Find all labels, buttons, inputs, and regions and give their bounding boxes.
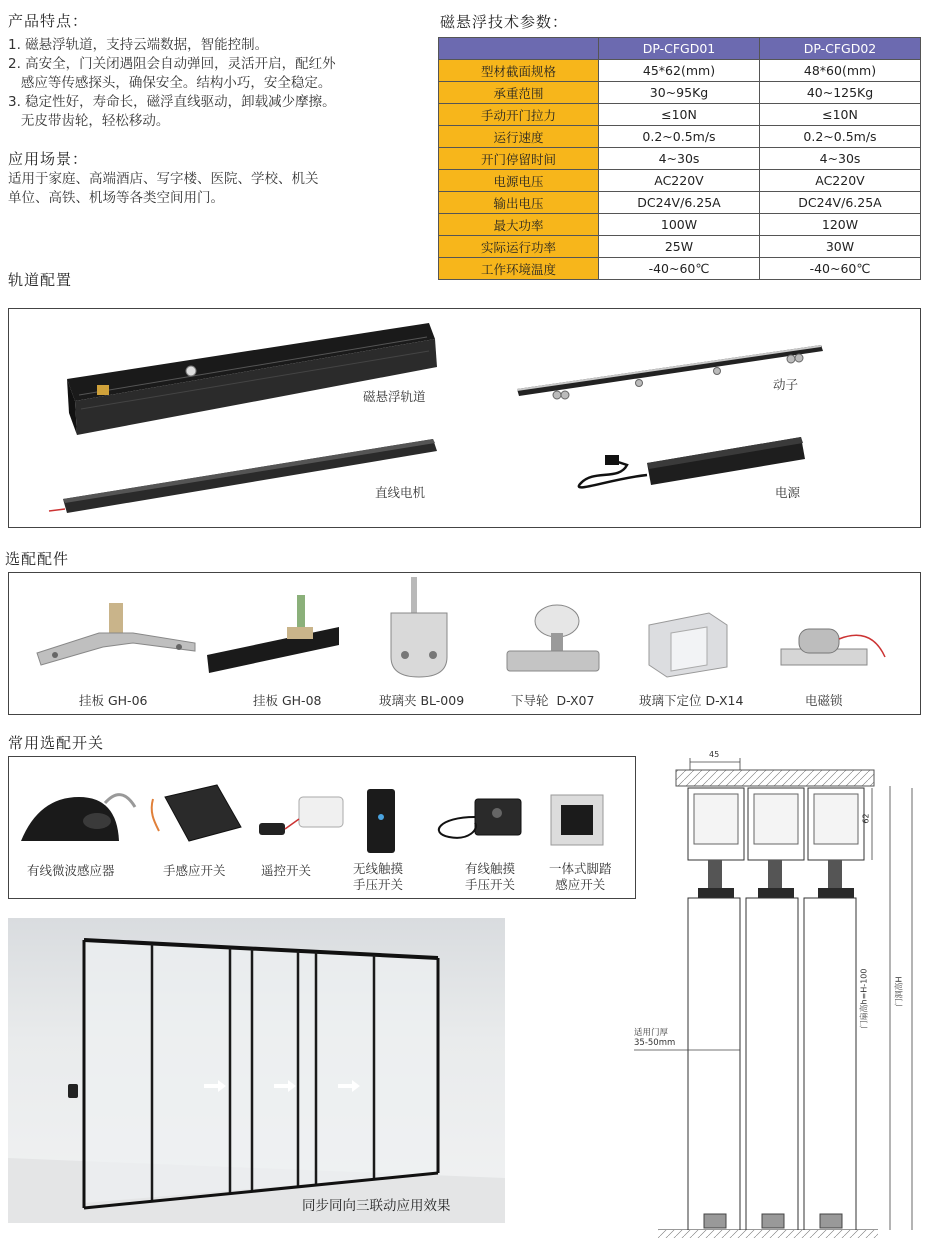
accessories-panel xyxy=(8,572,921,715)
spec-label: 电源电压 xyxy=(439,170,599,192)
door-thickness-label: 适用门厚 xyxy=(634,1028,669,1038)
features-title: 产品特点： xyxy=(8,12,89,30)
spec-label: 输出电压 xyxy=(439,192,599,214)
spec-value: 4~30s xyxy=(599,148,760,170)
track-item-label: 动子 xyxy=(773,377,799,392)
spec-table xyxy=(438,37,921,280)
switch-label-line1: 一体式脚踏 xyxy=(549,861,612,876)
switch-label xyxy=(549,861,612,893)
spec-row xyxy=(439,170,921,192)
switch-label xyxy=(353,861,403,893)
switch-label-line1: 有线触摸 xyxy=(465,861,516,876)
spec-value: 30W xyxy=(760,236,921,258)
accessories-title: 选配配件 xyxy=(5,550,70,568)
switch-label-line2: 手压开关 xyxy=(353,877,404,892)
spec-label: 开门停留时间 xyxy=(439,148,599,170)
switch-label xyxy=(465,861,515,893)
scenario-line: 适用于家庭、高端酒店、写字楼、医院、学校、机关 xyxy=(8,171,319,187)
spec-value: 120W xyxy=(760,214,921,236)
feature-line: 2. 高安全，门关闭遇阻会自动弹回，灵活开启，配红外 xyxy=(8,56,336,72)
spec-row xyxy=(439,258,921,280)
accessory-label: 玻璃夹 BL-009 xyxy=(379,693,465,708)
accessory-label: 电磁锁 xyxy=(805,693,843,708)
switch-label-line1: 无线触摸 xyxy=(353,861,404,876)
spec-row xyxy=(439,104,921,126)
track-title: 轨道配置 xyxy=(8,271,73,289)
technical-drawing xyxy=(628,748,928,1240)
feature-line: 3. 稳定性好，寿命长，磁浮直线驱动，卸载减少摩擦。 xyxy=(8,94,336,110)
spec-row xyxy=(439,148,921,170)
spec-value: -40~60℃ xyxy=(599,258,760,280)
lower-guide-wheel-image xyxy=(507,605,599,671)
spec-value: 0.2~0.5m/s xyxy=(599,126,760,148)
accessory-label: 挂板 GH-08 xyxy=(253,693,322,708)
accessory-label: 挂板 GH-06 xyxy=(79,693,148,708)
opening-height-label: 门洞高H xyxy=(894,976,904,1007)
spec-row xyxy=(439,192,921,214)
track-panel xyxy=(8,308,921,528)
spec-value: ≤10N xyxy=(599,104,760,126)
spec-label: 运行速度 xyxy=(439,126,599,148)
dim-width: 45 xyxy=(709,750,720,759)
track-item-label: 直线电机 xyxy=(375,485,426,500)
door-leaf-height-label: 门扇高h=H-100 xyxy=(859,968,869,1029)
maglev-track-image xyxy=(67,323,437,435)
spec-value: AC220V xyxy=(760,170,921,192)
door-thickness-value: 35-50mm xyxy=(634,1038,676,1048)
switches-panel xyxy=(8,756,636,899)
specs-title: 磁悬浮技术参数： xyxy=(440,13,569,31)
hanger-gh08-image xyxy=(207,595,339,673)
spec-row xyxy=(439,236,921,258)
switch-label: 遥控开关 xyxy=(261,863,312,878)
switch-label-line2: 手压开关 xyxy=(465,877,516,892)
scenarios-title: 应用场景： xyxy=(8,150,89,168)
microwave-sensor-image xyxy=(21,795,135,841)
door-section-drawing xyxy=(628,748,928,1240)
spec-value: 25W xyxy=(599,236,760,258)
switches-title: 常用选配开关 xyxy=(8,734,105,752)
switch-label: 手感应开关 xyxy=(163,863,226,878)
application-photo xyxy=(8,918,505,1223)
switch-label: 有线微波感应器 xyxy=(27,863,115,878)
spec-value: DC24V/6.25A xyxy=(599,192,760,214)
accessory-label: 下导轮 D-X07 xyxy=(511,693,595,708)
track-item-label: 电源 xyxy=(775,485,801,500)
spec-value: 100W xyxy=(599,214,760,236)
model-header: DP-CFGD02 xyxy=(760,38,921,60)
feature-line: 1. 磁悬浮轨道，支持云端数据，智能控制。 xyxy=(8,37,269,53)
linear-motor-image xyxy=(49,439,437,513)
spec-row xyxy=(439,60,921,82)
spec-header-row xyxy=(439,38,921,60)
spec-value: 4~30s xyxy=(760,148,921,170)
spec-label: 承重范围 xyxy=(439,82,599,104)
foot-sensor-switch-image xyxy=(551,795,603,845)
spec-label: 手动开门拉力 xyxy=(439,104,599,126)
glass-clamp-image xyxy=(391,577,447,677)
hand-sensor-image xyxy=(152,785,241,841)
power-supply-image xyxy=(579,437,805,487)
spec-value: -40~60℃ xyxy=(760,258,921,280)
switch-label-line2: 感应开关 xyxy=(555,877,606,892)
glass-lower-locator-image xyxy=(649,613,727,677)
spec-value: 0.2~0.5m/s xyxy=(760,126,921,148)
model-header: DP-CFGD01 xyxy=(599,38,760,60)
spec-value: ≤10N xyxy=(760,104,921,126)
scenario-line: 单位、高铁、机场等各类空间用门。 xyxy=(8,190,224,206)
spec-value: 30~95Kg xyxy=(599,82,760,104)
electromagnetic-lock-image xyxy=(781,629,885,665)
glass-doors-illustration xyxy=(8,918,505,1223)
spec-value: AC220V xyxy=(599,170,760,192)
spec-value: DC24V/6.25A xyxy=(760,192,921,214)
hanger-gh06-image xyxy=(37,603,195,665)
spec-label: 工作环境温度 xyxy=(439,258,599,280)
feature-line: 无皮带齿轮，轻松移动。 xyxy=(8,113,170,129)
spec-value: 48*60(mm) xyxy=(760,60,921,82)
spec-value: 40~125Kg xyxy=(760,82,921,104)
feature-line: 感应等传感探头，确保安全。结构小巧，安全稳定。 xyxy=(8,75,332,91)
spec-label: 型材截面规格 xyxy=(439,60,599,82)
dim-height: 62 xyxy=(861,813,871,824)
spec-value: 45*62(mm) xyxy=(599,60,760,82)
spec-label: 实际运行功率 xyxy=(439,236,599,258)
wired-touch-switch-image xyxy=(439,799,521,838)
accessory-label: 玻璃下定位 D-X14 xyxy=(639,693,744,708)
spec-header-blank xyxy=(439,38,599,60)
photo-caption: 同步同向三联动应用效果 xyxy=(302,1198,451,1214)
spec-label: 最大功率 xyxy=(439,214,599,236)
remote-switch-image xyxy=(259,797,343,835)
spec-row xyxy=(439,214,921,236)
wireless-touch-switch-image xyxy=(367,789,395,853)
spec-row xyxy=(439,126,921,148)
spec-row xyxy=(439,82,921,104)
track-item-label: 磁悬浮轨道 xyxy=(363,389,426,404)
